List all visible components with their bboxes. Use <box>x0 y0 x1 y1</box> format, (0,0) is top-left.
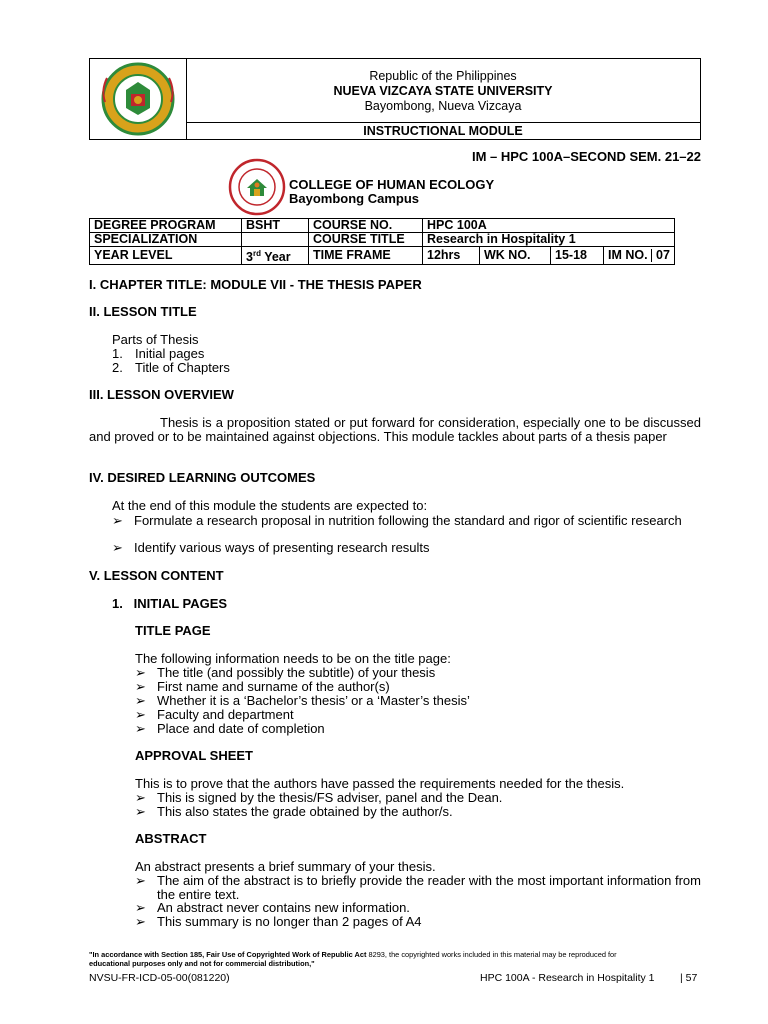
week-no-label: WK NO. <box>480 247 551 265</box>
lesson-title-text: Parts of Thesis <box>112 332 199 347</box>
module-type: INSTRUCTIONAL MODULE <box>186 122 700 140</box>
list-item-number: 2. <box>112 360 123 375</box>
initial-pages-heading: 1. INITIAL PAGES <box>112 596 228 611</box>
list-item: Initial pages <box>135 346 205 361</box>
course-no-label: COURSE NO. <box>309 219 423 233</box>
table-row <box>90 219 675 233</box>
list-item: ➢ The title (and possibly the subtitle) of your thesis <box>135 665 436 680</box>
specialization-value <box>242 233 309 247</box>
bullet-arrow-icon: ➢ <box>135 707 146 722</box>
lesson-title-heading: II. LESSON TITLE <box>89 304 197 319</box>
list-item: Title of Chapters <box>135 360 230 375</box>
list-item: ➢ This also states the grade obtained by the author/s. <box>135 804 453 819</box>
im-no-label: IM NO. <box>604 249 652 262</box>
course-no-value: HPC 100A <box>423 219 675 233</box>
list-item: ➢ Place and date of completion <box>135 721 325 736</box>
title-page-intro: The following information needs to be on the title page: <box>135 651 451 666</box>
bullet-arrow-icon: ➢ <box>112 540 123 555</box>
list-item: ➢ This is signed by the thesis/FS adviser, panel and the Dean. <box>135 790 503 805</box>
time-frame-label: TIME FRAME <box>309 247 423 265</box>
list-item: ➢ Faculty and department <box>135 707 294 722</box>
list-item: ➢ Identify various ways of presenting research results <box>112 540 430 555</box>
course-title-label: COURSE TITLE <box>309 233 423 247</box>
list-item: ➢ An abstract never contains new information. <box>135 900 410 915</box>
specialization-label: SPECIALIZATION <box>90 233 242 247</box>
abstract-heading: ABSTRACT <box>135 831 207 846</box>
outcomes-heading: IV. DESIRED LEARNING OUTCOMES <box>89 470 316 485</box>
course-reference: HPC 100A - Research in Hospitality 1 <box>480 972 655 984</box>
outcomes-intro: At the end of this module the students are expected to: <box>112 498 428 513</box>
abstract-intro: An abstract presents a brief summary of your thesis. <box>135 859 436 874</box>
bullet-arrow-icon: ➢ <box>135 804 146 819</box>
year-level-label: YEAR LEVEL <box>90 247 242 265</box>
bullet-arrow-icon: ➢ <box>135 665 146 680</box>
degree-value: BSHT <box>242 219 309 233</box>
college-seal-icon <box>228 158 286 216</box>
list-item-number: 1. <box>112 346 123 361</box>
university-name: NUEVA VIZCAYA STATE UNIVERSITY <box>333 84 553 98</box>
overview-paragraph: Thesis is a proposition stated or put forward for consideration, especially one to be discussed and proved or to be maintained against objections. This module tackles about parts of a thesis paper <box>89 415 701 444</box>
im-code: IM – HPC 100A–SECOND SEM. 21–22 <box>471 149 701 164</box>
approval-heading: APPROVAL SHEET <box>135 748 253 763</box>
table-row <box>90 247 675 265</box>
list-item: ➢ First name and surname of the author(s) <box>135 679 390 694</box>
header-text <box>186 59 700 122</box>
year-level-value: 3rd Year <box>242 247 309 265</box>
content-heading: V. LESSON CONTENT <box>89 568 224 583</box>
bullet-arrow-icon: ➢ <box>135 679 146 694</box>
approval-intro: This is to prove that the authors have passed the requirements needed for the thesis. <box>135 776 625 791</box>
table-row <box>90 233 675 247</box>
degree-label: DEGREE PROGRAM <box>90 219 242 233</box>
page-number: | 57 <box>680 972 698 984</box>
bullet-arrow-icon: ➢ <box>135 873 146 888</box>
university-location: Bayombong, Nueva Vizcaya <box>364 99 522 113</box>
bullet-arrow-icon: ➢ <box>135 721 146 736</box>
bullet-arrow-icon: ➢ <box>135 790 146 805</box>
bullet-arrow-icon: ➢ <box>135 914 146 929</box>
list-item: ➢ Formulate a research proposal in nutrition following the standard and rigor of scientific research <box>112 513 682 528</box>
list-item: ➢ Whether it is a ‘Bachelor’s thesis’ or a ‘Master’s thesis’ <box>135 693 470 708</box>
college-campus: Bayombong Campus <box>289 191 420 206</box>
bullet-arrow-icon: ➢ <box>135 693 146 708</box>
republic-line: Republic of the Philippines <box>369 69 517 83</box>
bullet-arrow-icon: ➢ <box>112 513 123 528</box>
form-code: NVSU-FR-ICD-05-00(081220) <box>89 972 230 984</box>
university-logo-cell <box>90 59 187 139</box>
header-box <box>89 58 701 140</box>
chapter-title-heading: I. CHAPTER TITLE: MODULE VII - THE THESIS PAPER <box>89 277 422 292</box>
course-info-table <box>89 218 675 265</box>
bullet-arrow-icon: ➢ <box>135 900 146 915</box>
im-no-value: 07 <box>656 248 670 263</box>
list-item: ➢ This summary is no longer than 2 pages of A4 <box>135 914 422 929</box>
title-page-heading: TITLE PAGE <box>135 623 211 638</box>
overview-heading: III. LESSON OVERVIEW <box>89 387 234 402</box>
week-no-value: 15-18 <box>551 247 604 265</box>
university-seal-icon <box>93 60 183 138</box>
course-title-value: Research in Hospitality 1 <box>423 233 675 247</box>
list-item: ➢ The aim of the abstract is to briefly provide the reader with the most important information from the entire text. <box>135 873 701 902</box>
time-frame-value: 12hrs <box>423 247 480 265</box>
copyright-note: "In accordance with Section 185, Fair Use of Copyrighted Work of Republic Act 8293, the copyrighted works included in this material may be reproduced for educational purposes only and not for commercial distribution," <box>89 950 617 968</box>
college-name: COLLEGE OF HUMAN ECOLOGY <box>289 177 495 192</box>
